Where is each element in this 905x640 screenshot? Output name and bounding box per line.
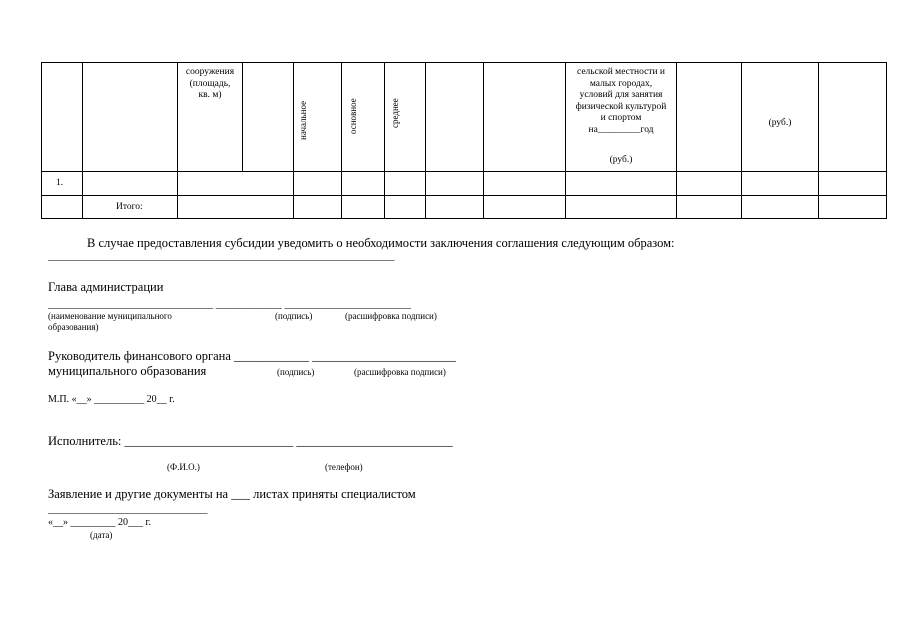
head-title: Глава администрации: [48, 280, 164, 294]
header-col-facilities: [178, 67, 242, 102]
notice-text: В случае предоставления субсидии уведомить о необходимости заключения соглашения следующим образом:: [87, 236, 675, 250]
executor-caption-phone: (телефон): [325, 462, 363, 472]
header-col-rural-line4: физической культурой: [575, 101, 667, 112]
header-col-rural-sports: [566, 67, 676, 136]
header-col-rural-line1: сельской местности и: [577, 67, 665, 77]
head-caption-sign: (подпись): [275, 311, 313, 321]
header-col-facilities-line2: (площадь,: [189, 78, 231, 89]
header-col-amount-unit: (руб.): [768, 118, 792, 128]
fin-caption-decode: (расшифровка подписи): [354, 367, 446, 377]
header-col-initial: начальное: [298, 100, 308, 140]
head-caption-name: (наименование муниципального: [48, 311, 172, 321]
executor-caption-fio: (Ф.И.О.): [167, 462, 200, 472]
date-caption: (дата): [90, 530, 113, 540]
fin-head-line2: муниципального образования: [48, 364, 207, 378]
header-col-main: основное: [348, 98, 358, 134]
statement-line: _____________________________: [48, 503, 208, 515]
row-1-number: 1.: [56, 178, 64, 188]
header-col-rural-unit: (руб.): [609, 155, 633, 165]
header-col-facilities-line3: кв. м): [198, 90, 222, 100]
total-label: Итого:: [116, 202, 143, 212]
header-col-secondary: среднее: [390, 98, 400, 128]
head-signature-lines: ______________________________ ____________ _______________________: [48, 298, 411, 310]
header-col-rural-line6: на_________год: [588, 124, 654, 135]
executor-line: Исполнитель: ___________________________ _________________________: [48, 434, 453, 448]
header-col-rural-line3: условий для занятия: [579, 90, 663, 100]
fin-caption-sign: (подпись): [277, 367, 315, 377]
fin-head-line1: Руководитель финансового органа ____________ _______________________: [48, 349, 456, 363]
stamp-line: М.П. «__» __________ 20__ г.: [48, 394, 175, 405]
header-col-rural-line2: малых городах,: [589, 78, 653, 89]
header-col-facilities-line1: сооружения: [185, 67, 235, 77]
notice-line: _______________________________________________________________: [48, 250, 395, 262]
date-line: «__» _________ 20___ г.: [48, 517, 151, 528]
head-caption-name-2: образования): [48, 322, 99, 332]
header-col-rural-line5: и спортом: [600, 113, 642, 123]
head-caption-decode: (расшифровка подписи): [345, 311, 437, 321]
statement-text: Заявление и другие документы на ___ листах приняты специалистом: [48, 487, 416, 501]
